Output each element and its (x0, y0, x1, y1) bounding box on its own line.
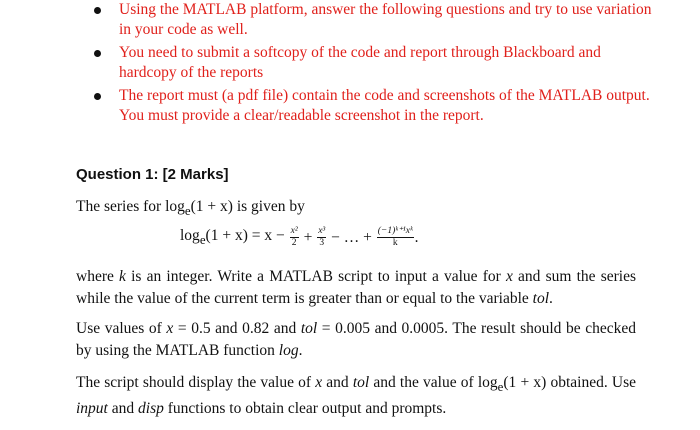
question-paragraph: Use values of x = 0.5 and 0.82 and tol = 0.005 and 0.0005. The result should be checked by using the MATLAB function log. (76, 320, 636, 359)
instruction-text: You need to submit a softcopy of the code and report through Blackboard and hardcopy of the reports (119, 44, 601, 81)
fraction-term: $\frac{\text{(−1)ᵏ⁺¹xᵏ}}{k}$ (377, 226, 413, 248)
question-paragraph: where k is an integer. Write a MATLAB script to input a value for x and sum the series while the value of the current term is greater than or equal to the variable tol. (76, 268, 636, 307)
instruction-text: The report must (a pdf file) contain the code and screenshots of the MATLAB output. You must provide a clear/readable screenshot in the report. (119, 87, 650, 124)
question-heading: Question 1: [2 Marks] (76, 166, 229, 183)
instruction-item (92, 43, 652, 83)
bullet-dot-icon (94, 93, 101, 100)
bullet-dot-icon (94, 50, 101, 57)
fraction-term: $\frac{\text{x³}}{3}$ (318, 226, 326, 248)
bullet-dot-icon (94, 7, 101, 14)
question-paragraph: The script should display the value of x and tol and the value of $\log_e(1 + x)$ obtained. Use input and disp functions to obtain clear output and prompts. (76, 374, 636, 418)
fraction-term: $\frac{\text{x²}}{2}$ (290, 226, 298, 248)
instruction-item (92, 0, 652, 40)
instruction-list (92, 0, 652, 129)
instruction-item (92, 86, 652, 126)
question-intro: The series for $\log_e(1 + x)$ is given by (76, 198, 305, 219)
series-formula: $\log_e(1 + x) = x$ − $\frac{\text{x²}}{2}$ + $\frac{\text{x³}}{3}$ − … + $\frac{\text{(−1)ᵏ⁺¹xᵏ}}{k}$ . (180, 226, 419, 248)
instruction-text: Using the MATLAB platform, answer the following questions and try to use variation in your code as well. (119, 1, 652, 38)
